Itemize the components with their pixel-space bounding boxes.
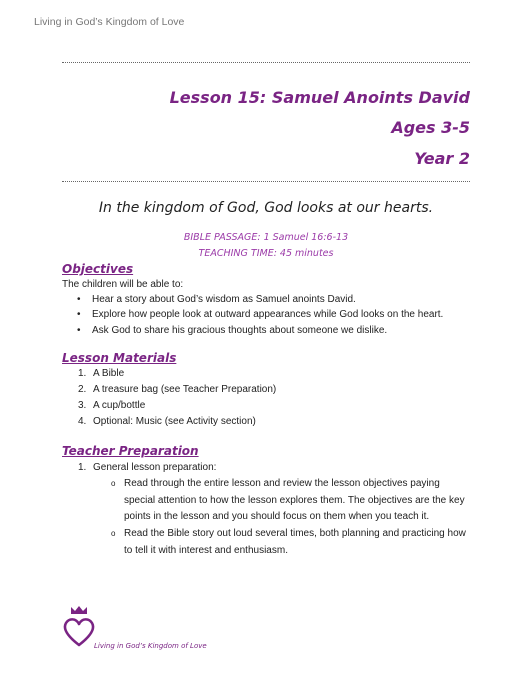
materials-heading: Lesson Materials [62,351,177,365]
preparation-subitem [111,476,470,526]
item-number: 3. [78,400,87,411]
hollow-bullet-icon: o [111,529,116,538]
objective-text: Explore how people look at outward appearances while God looks on the heart. [92,309,444,320]
bullet-icon: • [77,325,81,336]
year-label: Year 2 [414,149,470,168]
subitem-text: Read through the entire lesson and review the lesson objectives paying special attention to how the lesson explores them. The objectives are the key points in the lesson and you should focus on them when you teach it. [124,478,465,522]
lesson-theme: In the kingdom of God, God looks at our hearts. [98,200,434,216]
subitem-text: Read the Bible story out loud several times, both planning and practicing how to tell it with interest and enthusiasm. [124,528,466,556]
objective-text: Hear a story about God’s wisdom as Samuel anoints David. [92,294,356,305]
bible-passage: BIBLE PASSAGE: 1 Samuel 16:6-13 [183,232,349,243]
top-divider [62,62,470,63]
material-item [78,384,473,395]
preparation-text: General lesson preparation: [93,462,217,473]
objective-item [77,309,472,320]
item-number: 1. [78,368,87,379]
running-header: Living in God’s Kingdom of Love [34,16,185,28]
bottom-divider [62,181,470,182]
item-number: 2. [78,384,87,395]
lesson-title: Lesson 15: Samuel Anoints David [169,88,470,107]
item-number: 1. [78,462,87,473]
objective-item [77,325,472,336]
material-text: A treasure bag (see Teacher Preparation) [93,384,277,395]
hollow-bullet-icon: o [111,479,116,488]
objective-item [77,294,472,305]
material-text: A cup/bottle [93,400,146,411]
material-text: A Bible [93,368,125,379]
preparation-heading: Teacher Preparation [62,444,199,458]
material-item [78,416,473,427]
objectives-intro: The children will be able to: [62,279,184,290]
footer-text: Living in God’s Kingdom of Love [94,642,207,650]
material-item [78,368,473,379]
bullet-icon: • [77,309,81,320]
material-text: Optional: Music (see Activity section) [93,416,256,427]
bullet-icon: • [77,294,81,305]
material-item [78,400,473,411]
teaching-time: TEACHING TIME: 45 minutes [198,248,334,259]
preparation-item [78,462,473,473]
objective-text: Ask God to share his gracious thoughts about someone we dislike. [92,325,388,336]
crowned-heart-icon [62,605,96,649]
preparation-subitem [111,526,470,559]
objectives-heading: Objectives [62,262,134,276]
ages-label: Ages 3-5 [391,118,470,137]
item-number: 4. [78,416,87,427]
